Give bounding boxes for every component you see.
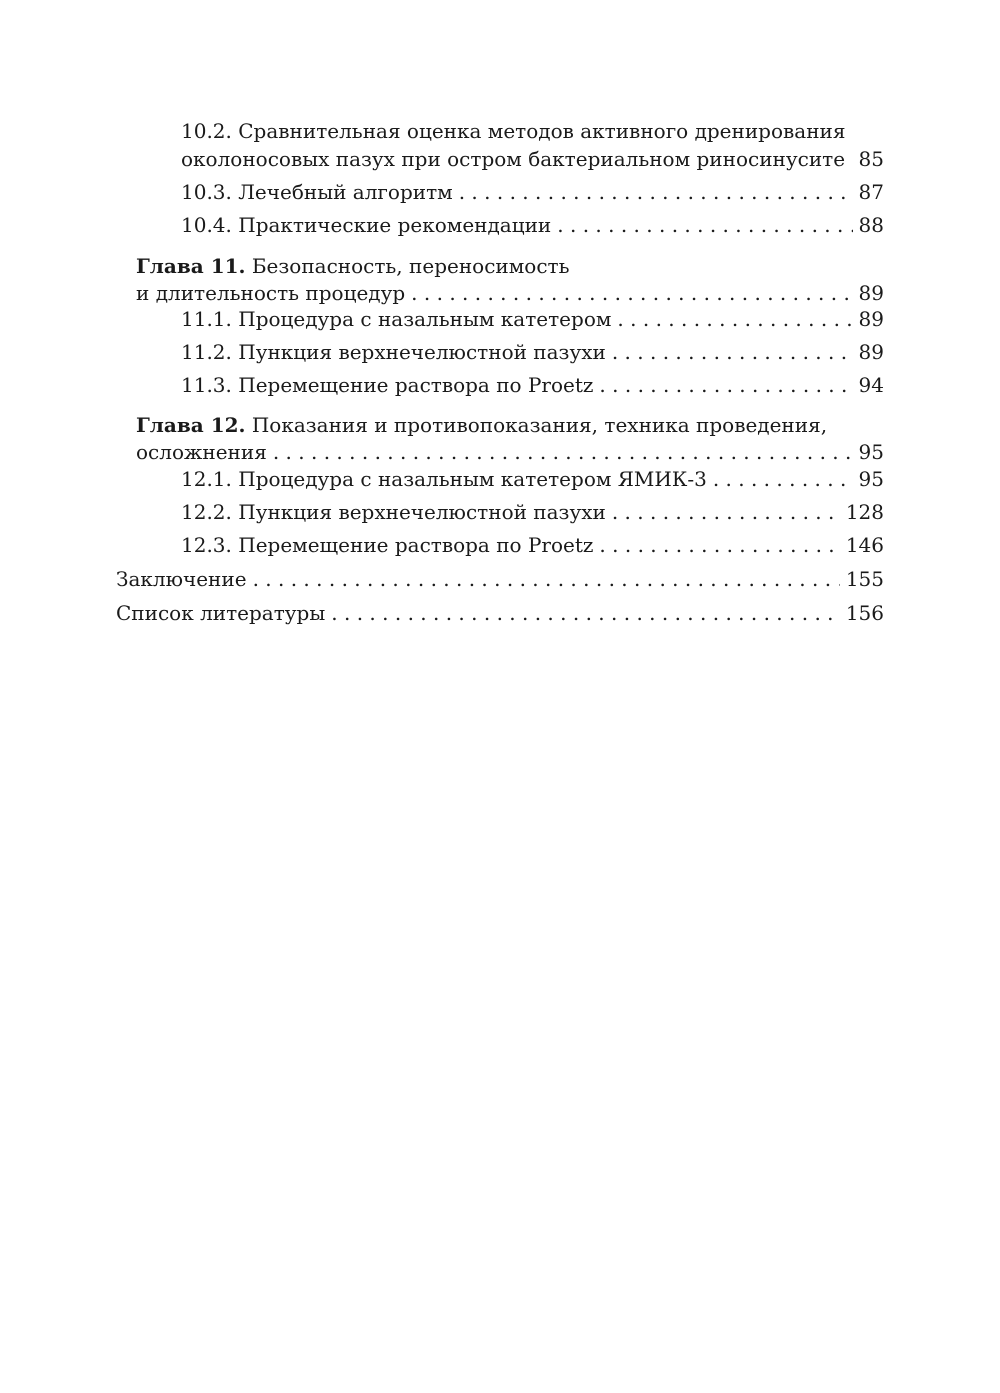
dot-leader (557, 212, 852, 238)
toc-entry-title: 10.4. Практические рекомендации (181, 213, 552, 237)
toc-entry-10-3[interactable] (181, 179, 884, 205)
toc-entry-title: 11.2. Пункция верхнечелюстной пазухи (181, 340, 606, 364)
toc-entry-11-3[interactable] (181, 372, 884, 398)
toc-page-number: 89 (858, 340, 884, 364)
toc-entry-references[interactable] (116, 600, 884, 626)
chapter-label: Глава 11. (136, 254, 246, 278)
dot-leader (411, 280, 852, 306)
toc-entry-title: 10.3. Лечебный алгоритм (181, 180, 453, 204)
toc-chapter-12[interactable] (136, 439, 884, 465)
toc-entry-title: околоносовых пазух при остром бактериальном риносинусите (181, 147, 846, 171)
toc-page-number: 95 (858, 467, 884, 491)
toc-entry-title: 11.1. Процедура с назальным катетером (181, 307, 612, 331)
dot-leader (459, 179, 853, 205)
dot-leader (617, 306, 852, 332)
toc-chapter-12-line1 (136, 412, 827, 438)
toc-entry-title: осложнения (136, 440, 267, 464)
toc-entry-title: 11.3. Перемещение раствора по Proetz (181, 373, 594, 397)
toc-entry-10-4[interactable] (181, 212, 884, 238)
toc-entry-10-2-line1 (181, 118, 845, 144)
dot-leader (273, 439, 853, 465)
dot-leader (612, 339, 853, 365)
toc-page-number: 89 (858, 307, 884, 331)
toc-page-number: 85 (858, 147, 884, 171)
toc-page-number: 87 (858, 180, 884, 204)
toc-page-number: 128 (845, 500, 884, 524)
toc-chapter-11-line1 (136, 253, 569, 279)
toc-chapter-11[interactable] (136, 280, 884, 306)
toc-entry-title: Безопасность, переносимость (251, 254, 570, 278)
toc-entry-12-2[interactable] (181, 499, 884, 525)
dot-leader (599, 532, 839, 558)
toc-page-number: 146 (845, 533, 884, 557)
toc-page-number: 89 (858, 281, 884, 305)
toc-page-number: 155 (845, 567, 884, 591)
toc-entry-10-2[interactable] (181, 146, 884, 172)
dot-leader (851, 146, 852, 172)
toc-entry-title: 12.3. Перемещение раствора по Proetz (181, 533, 594, 557)
toc-entry-title: 10.2. Сравнительная оценка методов активного дренирования (181, 119, 846, 143)
toc-entry-title: и длительность процедур (136, 281, 406, 305)
toc-entry-12-3[interactable] (181, 532, 884, 558)
toc-entry-12-1[interactable] (181, 466, 884, 492)
toc-entry-conclusion[interactable] (116, 566, 884, 592)
dot-leader (612, 499, 840, 525)
toc-page-number: 156 (845, 601, 884, 625)
toc-entry-title: 12.2. Пункция верхнечелюстной пазухи (181, 500, 606, 524)
toc-page-number: 95 (858, 440, 884, 464)
dot-leader (599, 372, 852, 398)
dot-leader (713, 466, 853, 492)
toc-entry-title: 12.1. Процедура с назальным катетером ЯМИК-3 (181, 467, 707, 491)
toc-entry-11-2[interactable] (181, 339, 884, 365)
dot-leader (253, 566, 840, 592)
chapter-label: Глава 12. (136, 413, 246, 437)
toc-entry-title: Показания и противопоказания, техника проведения, (251, 413, 828, 437)
toc-entry-title: Заключение (116, 567, 247, 591)
toc-entry-title: Список литературы (116, 601, 326, 625)
toc-entry-11-1[interactable] (181, 306, 884, 332)
toc-page-number: 88 (858, 213, 884, 237)
dot-leader (331, 600, 840, 626)
toc-page-number: 94 (858, 373, 884, 397)
